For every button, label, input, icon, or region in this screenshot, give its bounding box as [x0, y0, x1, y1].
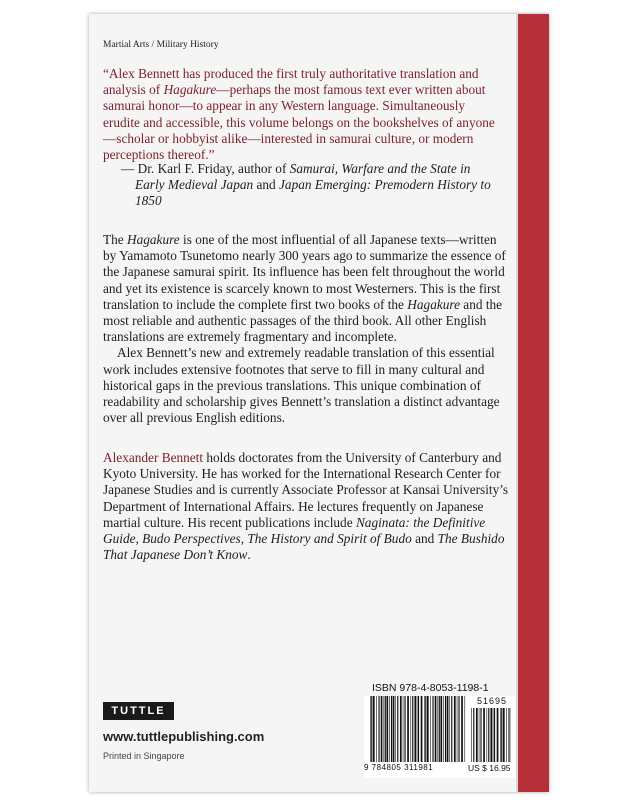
quote-attribution [103, 161, 503, 210]
barcode-bar [381, 696, 383, 762]
barcode-bar [500, 708, 501, 762]
book-description [103, 232, 513, 426]
barcode-bar [404, 696, 405, 762]
quote-text-2: —perhaps the most famous text ever written about samurai honor—to appear in any Western language. Simultaneously erudite and accessible, this volume belongs on the bookshelves of anyone—scholar or hobbyist alike—interested in samurai culture, or modern perceptions thereof.” [103, 82, 495, 163]
barcode-bar [400, 696, 402, 762]
barcode-bar [418, 696, 419, 762]
barcode-price: US $ 16.95 [468, 763, 511, 773]
barcode-bar [424, 696, 425, 762]
barcode-bar [427, 696, 429, 762]
barcode-bar [389, 696, 390, 762]
barcode-bar [414, 696, 416, 762]
barcode-bar [458, 696, 459, 762]
barcode-bar [465, 696, 466, 762]
attribution-and: and [253, 177, 280, 193]
barcode-bar [447, 696, 449, 762]
barcode-bar [397, 696, 398, 762]
bio-and: and [411, 531, 438, 547]
barcode-bar [473, 708, 474, 762]
barcode-bar [471, 708, 472, 762]
barcode-bar [385, 696, 386, 762]
barcode-bar [432, 696, 433, 762]
barcode-bar [438, 696, 439, 762]
description-paragraph-1 [103, 232, 513, 345]
barcode-bar [457, 696, 458, 762]
desc-p1-title: Hagakure [127, 232, 180, 247]
barcode-bar [373, 696, 375, 762]
quote-title: Hagakure [163, 82, 217, 98]
barcode-bar [407, 696, 409, 762]
barcode-bar [487, 708, 488, 762]
barcode-bar [497, 708, 499, 762]
desc-p1-b: is one of the most influential of all Japanese texts—written by Yamamoto Tsunetomo nearly 300 years ago to summarize the essence of the Japanese samurai spirit. Its influence has been felt throughout the world and yet its existence is scarcely known to most Westerners. This is the first translation to include the complete first two books of the [103, 232, 506, 312]
barcode-bar [480, 708, 481, 762]
barcode-bar [439, 696, 440, 762]
barcode-main [370, 696, 466, 762]
barcode-bar [430, 696, 431, 762]
spine [518, 14, 549, 792]
attribution-book-2: Japan Emerging: Premodern History to 1850 [135, 177, 491, 209]
isbn-label: ISBN 978-4-8053-1198-1 [372, 682, 489, 694]
barcode-bar [461, 696, 463, 762]
barcode-bar [371, 696, 372, 762]
barcode-bar [454, 696, 456, 762]
attribution-book-1: Samurai, Warfare and the State in Early Medieval Japan [135, 161, 471, 193]
desc-p1-title-2: Hagakure [407, 296, 460, 312]
barcode-bar [476, 708, 478, 762]
barcode-bar [501, 708, 502, 762]
barcode-bar [440, 696, 442, 762]
barcode-bar [493, 708, 494, 762]
barcode-bar [378, 696, 379, 762]
barcode-bar [421, 696, 423, 762]
barcode-supplement [471, 708, 511, 762]
barcode-bar [403, 696, 404, 762]
barcode-bar [445, 696, 446, 762]
barcode-bar [494, 708, 495, 762]
bio-text: holds doctorates from the University of Canterbury and Kyoto University. He has worked for the International Research Center for Japanese Studies and is currently Associate Professor at Kansai University’s Department of International Affairs. He lectures frequently on Japanese martial culture. His recent publications include [103, 450, 509, 530]
desc-p1-a: The [103, 232, 127, 247]
barcode-bar [508, 708, 509, 762]
category-label: Martial Arts / Military History [103, 40, 219, 50]
barcode-bar [435, 696, 437, 762]
quote-text-1: “Alex Bennett has produced the first truly authoritative translation and analysis of [103, 66, 479, 98]
printed-in: Printed in Singapore [103, 751, 185, 761]
barcode-bar [376, 696, 377, 762]
bio-publications-1: Naginata: the Definitive Guide, Budo Perspectives, The History and Spirit of Budo [103, 514, 486, 547]
barcode-bar [449, 696, 450, 762]
barcode-bar [412, 696, 413, 762]
barcode-bar [443, 696, 444, 762]
desc-p1-c: and the most reliable and authentic passages of the third book. All other English translations are extremely fragmentary and incomplete. [103, 296, 503, 345]
barcode-number: 9 784805 311981 [364, 763, 434, 772]
barcode-bar [384, 696, 385, 762]
barcode-block [364, 696, 516, 778]
barcode-bar [417, 696, 418, 762]
barcode-bar [451, 696, 452, 762]
barcode-bar [391, 696, 392, 762]
barcode-bar [490, 708, 492, 762]
barcode-bar [506, 708, 507, 762]
barcode-bar [503, 708, 505, 762]
publisher-url: www.tuttlepublishing.com [103, 729, 265, 744]
endorsement-quote [103, 66, 503, 163]
barcode-addon: 51695 [477, 696, 508, 706]
bio-end: . [247, 547, 251, 563]
publisher-logo: TUTTLE [103, 702, 174, 720]
bio-publications-2: The Bushido That Japanese Don’t Know [103, 531, 505, 563]
barcode-bar [370, 696, 371, 762]
description-paragraph-2: Alex Bennett’s new and extremely readable translation of this essential work includes extensive footnotes that serve to fill in many cultural and historical gaps in the previous translations. This unique combination of readability and scholarship gives Bennett’s translation a distinct advantage over all previous English editions. [103, 345, 500, 426]
barcode-bar [395, 696, 396, 762]
barcode-bar [386, 696, 388, 762]
attribution-prefix: — Dr. Karl F. Friday, author of [121, 161, 290, 176]
author-bio [103, 450, 513, 563]
barcode-bar [411, 696, 412, 762]
book-back-cover [89, 14, 549, 792]
barcode-bar [483, 708, 485, 762]
barcode-bar [425, 696, 426, 762]
barcode-bar [393, 696, 395, 762]
author-name: Alexander Bennett [103, 450, 204, 465]
barcode-bar [488, 708, 489, 762]
barcode-bar [479, 708, 480, 762]
